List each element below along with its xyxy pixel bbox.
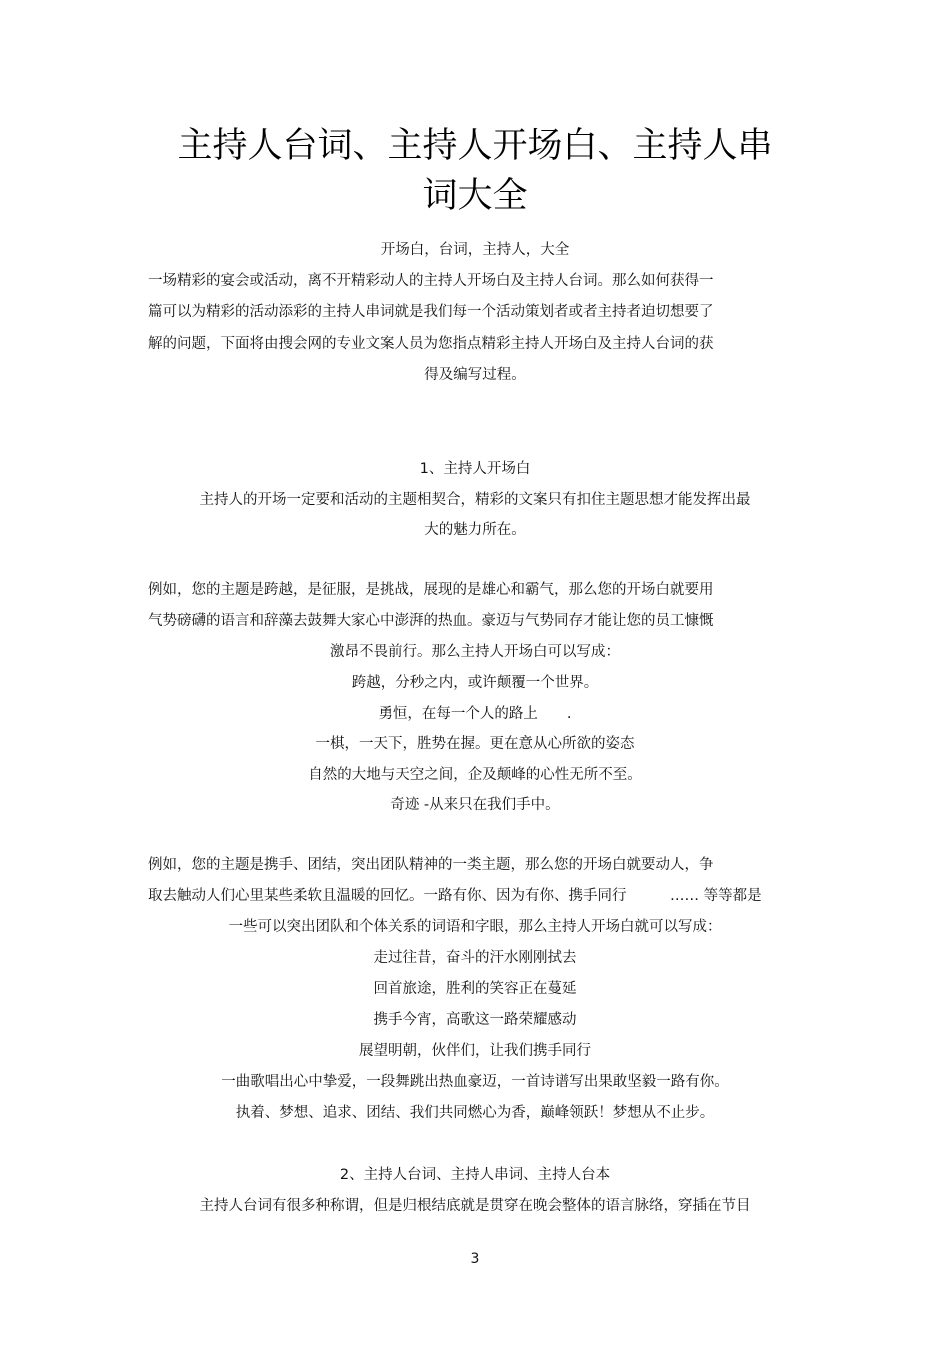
document-title-line-2: 词大全 xyxy=(422,176,528,216)
poem-1-line: 自然的大地与天空之间，企及颠峰的心性无所不至。 xyxy=(308,767,642,783)
poem-1-line: 勇恒，在每一个人的路上 . xyxy=(378,706,572,722)
intro-line: 得及编写过程。 xyxy=(424,367,526,383)
poem-1-line: 跨越，分秒之内，或许颠覆一个世界。 xyxy=(351,675,599,691)
poem-2-line: 展望明朝，伙伴们，让我们携手同行 xyxy=(359,1043,591,1059)
example-1-line: 例如，您的主题是跨越，是征服，是挑战，展现的是雄心和霸气，那么您的开场白就要用 xyxy=(148,582,714,598)
poem-2-line: 回首旅途，胜利的笑容正在蔓延 xyxy=(373,981,577,997)
intro-line: 一场精彩的宴会或活动，离不开精彩动人的主持人开场白及主持人台词。那么如何获得一 xyxy=(148,273,714,289)
document-title-line-1: 主持人台词、主持人开场白、主持人串 xyxy=(177,126,773,166)
section-2-lead-line: 主持人台词有很多种称谓，但是归根结底就是贯穿在晚会整体的语言脉络，穿插在节目 xyxy=(199,1198,751,1214)
poem-2-line: 一曲歌唱出心中挚爱，一段舞跳出热血豪迈，一首诗谱写出果敢坚毅一路有你。 xyxy=(221,1074,729,1090)
section-1-heading: 1、主持人开场白 xyxy=(419,461,531,477)
example-1-line: 激昂不畏前行。那么主持人开场白可以写成： xyxy=(330,644,620,660)
section-1-lead-line: 主持人的开场一定要和活动的主题相契合，精彩的文案只有扣住主题思想才能发挥出最 xyxy=(199,492,751,508)
page-number: 3 xyxy=(470,1251,480,1267)
example-2-line: 一些可以突出团队和个体关系的词语和字眼，那么主持人开场白就可以写成： xyxy=(228,919,722,935)
example-2-line: 取去触动人们心里某些柔软且温暖的回忆。一路有你、因为有你、携手同行 …… 等等都是 xyxy=(148,888,762,904)
poem-1-line: 奇迹 -从来只在我们手中。 xyxy=(390,797,560,813)
keywords-line: 开场白，台词，主持人，大全 xyxy=(380,242,570,258)
poem-1-line: 一棋，一天下，胜势在握。更在意从心所欲的姿态 xyxy=(315,736,635,752)
poem-2-line: 执着、梦想、追求、团结、我们共同燃心为香，巅峰领跃！梦想从不止步。 xyxy=(235,1105,715,1121)
example-2-line: 例如，您的主题是携手、团结，突出团队精神的一类主题，那么您的开场白就要动人，争 xyxy=(148,857,714,873)
intro-line: 解的问题，下面将由搜会网的专业文案人员为您指点精彩主持人开场白及主持人台词的获 xyxy=(148,336,714,352)
section-2-heading: 2、主持人台词、主持人串词、主持人台本 xyxy=(339,1167,611,1183)
poem-2-line: 携手今宵，高歌这一路荣耀感动 xyxy=(373,1012,577,1028)
intro-line: 篇可以为精彩的活动添彩的主持人串词就是我们每一个活动策划者或者主持者迫切想要了 xyxy=(148,304,714,320)
poem-2-line: 走过往昔，奋斗的汗水刚刚拭去 xyxy=(373,950,577,966)
example-1-line: 气势磅礴的语言和辞藻去鼓舞大家心中澎湃的热血。豪迈与气势同存才能让您的员工慷慨 xyxy=(148,613,714,629)
section-1-lead-line: 大的魅力所在。 xyxy=(424,522,526,538)
